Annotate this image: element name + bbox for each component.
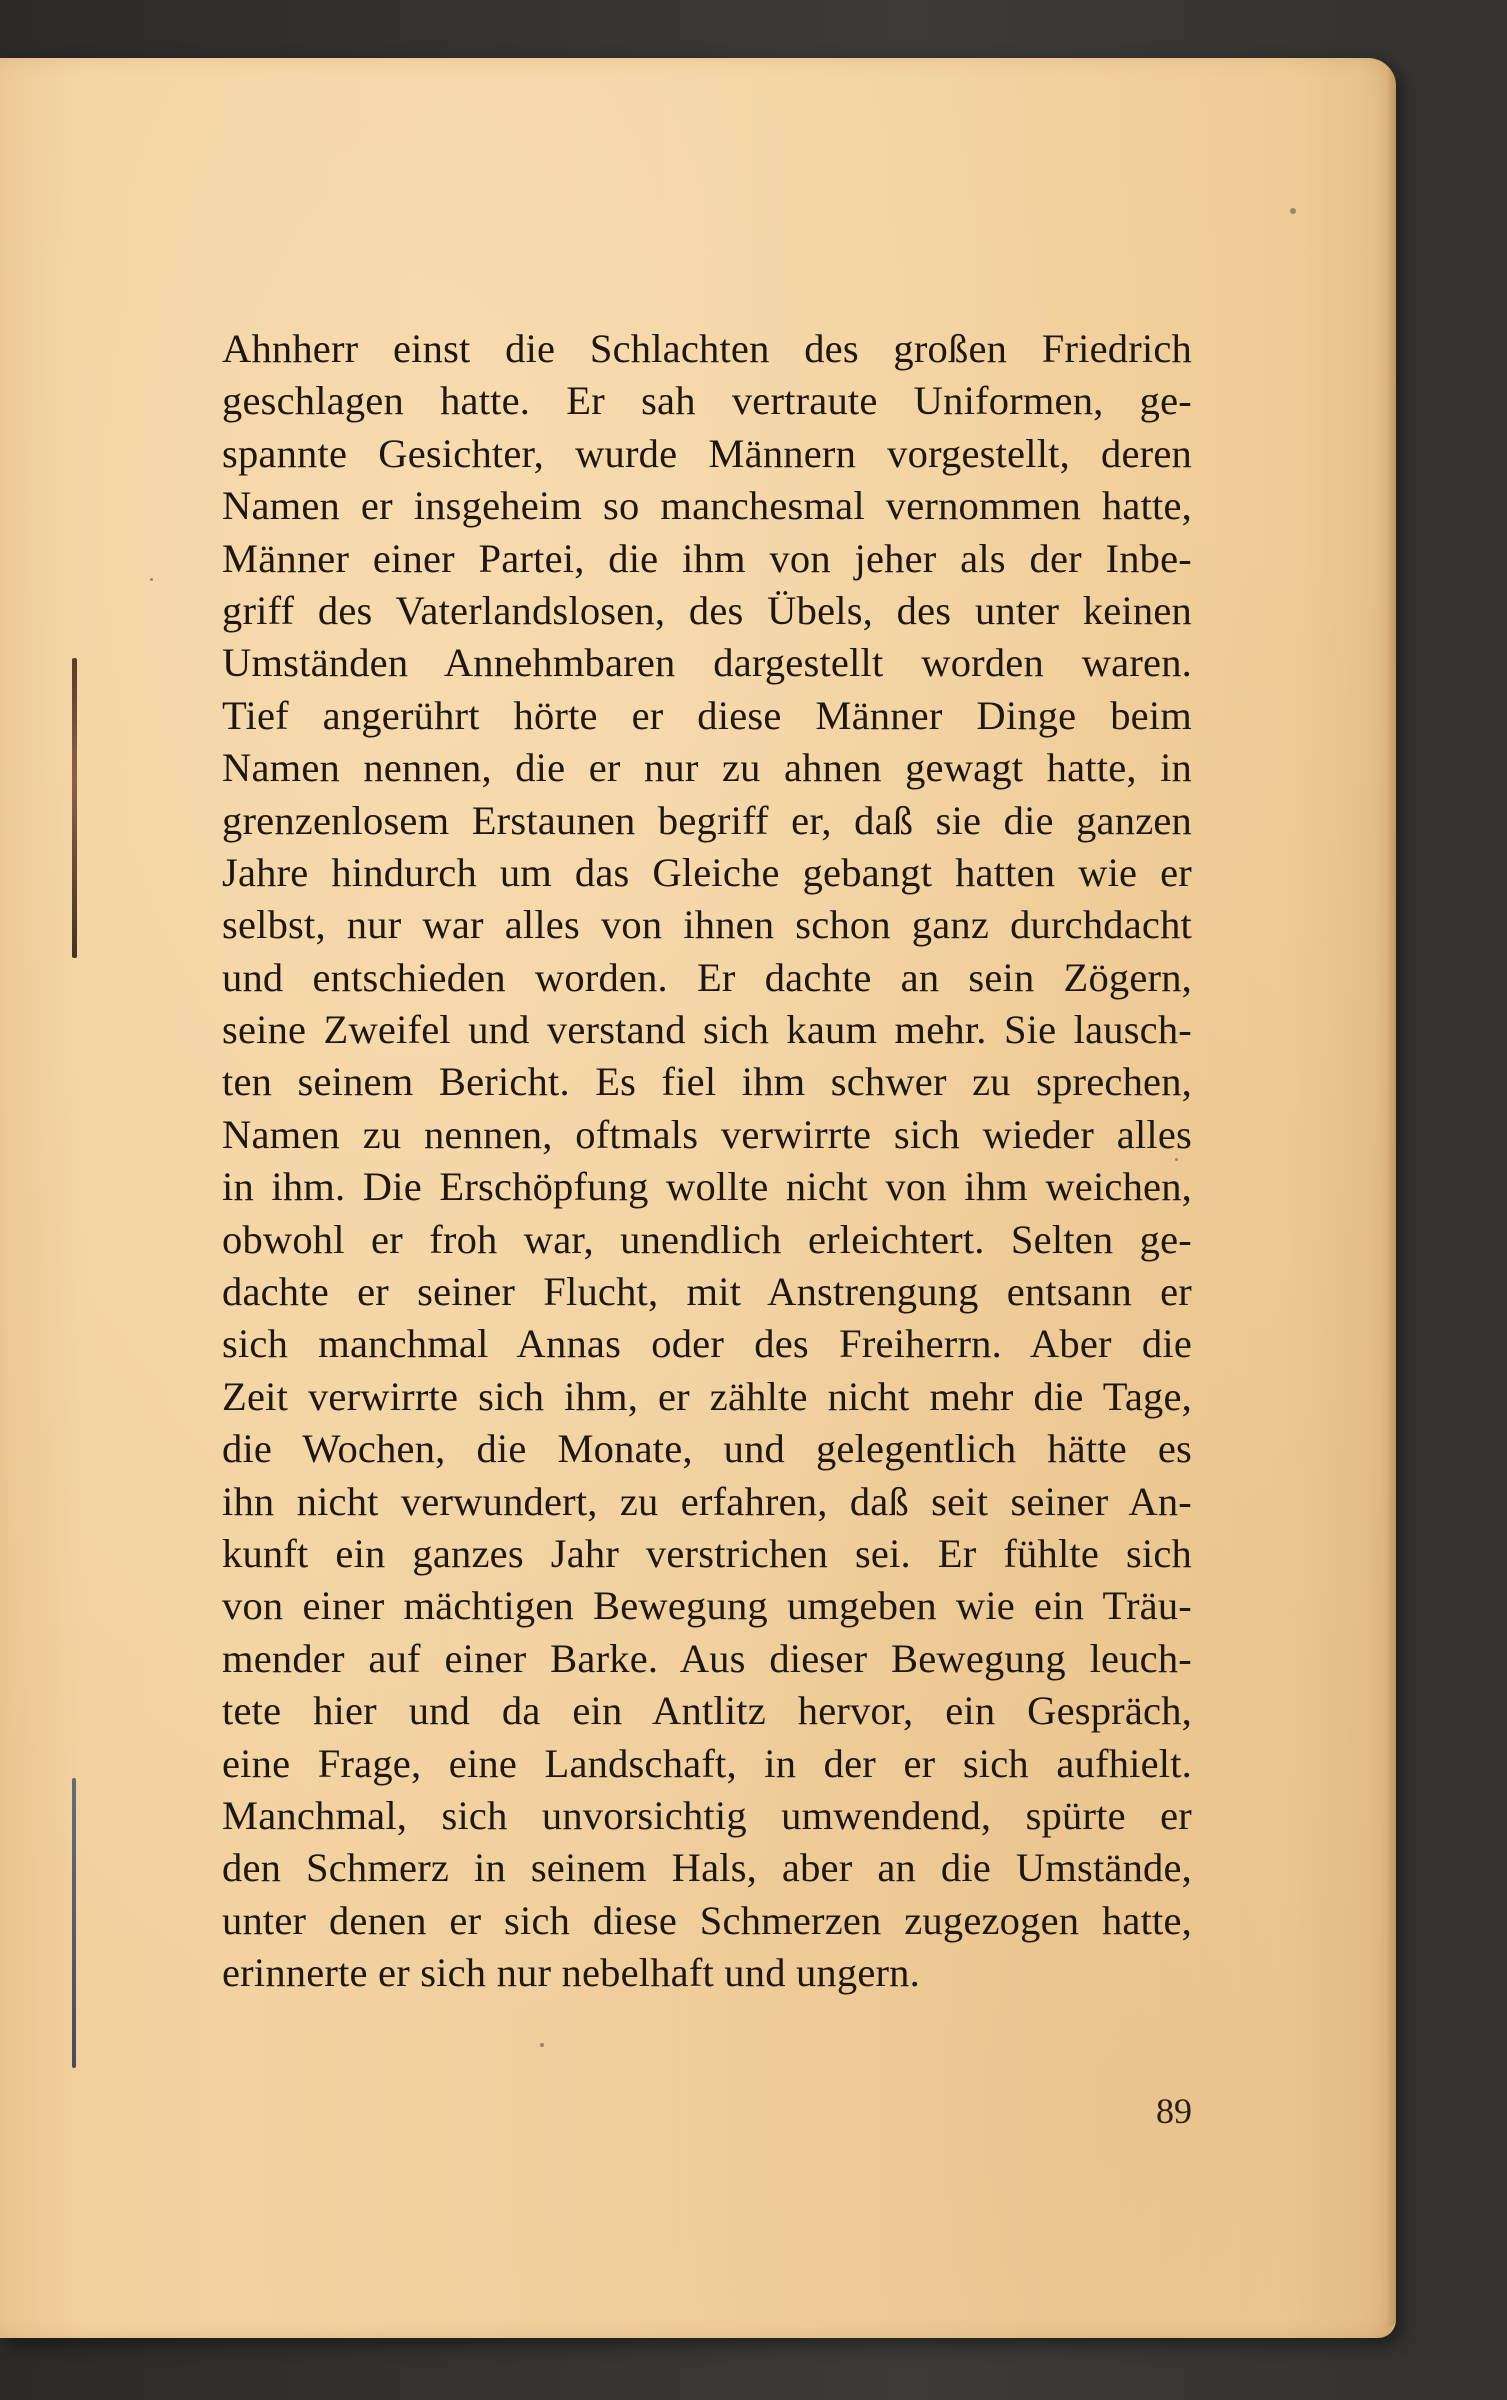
text-line: Umständen Annehmbaren dargestellt worden waren. [222, 640, 1192, 686]
text-line: Jahre hindurch um das Gleiche gebangt hatten wie er [222, 849, 1192, 895]
text-line: Zeit verwirrte sich ihm, er zählte nicht mehr die Tage, [222, 1373, 1192, 1419]
paper-speck [1290, 208, 1296, 214]
text-line: Ahnherr einst die Schlachten des großen Friedrich [222, 326, 1192, 371]
text-line: seine Zweifel und verstand sich kaum mehr. Sie lausch- [222, 1007, 1192, 1053]
body-text [222, 323, 1192, 2000]
text-line: obwohl er froh war, unendlich erleichtert. Selten ge- [222, 1216, 1192, 1262]
text-line: Namen zu nennen, oftmals verwirrte sich wieder alles [222, 1111, 1192, 1157]
paper-speck [150, 578, 153, 581]
text-line: die Wochen, die Monate, und gelegentlich hätte es [222, 1426, 1192, 1472]
book-page [0, 58, 1396, 2338]
text-line: Namen er insgeheim so manchesmal vernommen hatte, [222, 483, 1192, 529]
text-line: erinnerte er sich nur nebelhaft und ungern. [222, 1950, 920, 1996]
text-line: sich manchmal Annas oder des Freiherrn. Aber die [222, 1321, 1192, 1367]
text-line: spannte Gesichter, wurde Männern vorgestellt, deren [222, 430, 1192, 476]
text-line: eine Frage, eine Landschaft, in der er sich aufhielt. [222, 1740, 1192, 1786]
text-line: selbst, nur war alles von ihnen schon ganz durchdacht [222, 902, 1192, 948]
text-line: den Schmerz in seinem Hals, aber an die Umstände, [222, 1845, 1192, 1891]
binding-mark [72, 1778, 76, 2068]
text-line: Tief angerührt hörte er diese Männer Dinge beim [222, 692, 1192, 738]
text-line: von einer mächtigen Bewegung umgeben wie ein Träu- [222, 1583, 1192, 1629]
text-line: ten seinem Bericht. Es fiel ihm schwer zu sprechen, [222, 1059, 1192, 1105]
text-line: unter denen er sich diese Schmerzen zugezogen hatte, [222, 1897, 1192, 1943]
text-line: ihn nicht verwundert, zu erfahren, daß seit seiner An- [222, 1478, 1192, 1524]
text-line: mender auf einer Barke. Aus dieser Bewegung leuch- [222, 1635, 1192, 1681]
text-line: dachte er seiner Flucht, mit Anstrengung entsann er [222, 1269, 1192, 1315]
page-number: 89 [1156, 2091, 1192, 2131]
text-line: Männer einer Partei, die ihm von jeher als der Inbe- [222, 535, 1192, 581]
text-line: griff des Vaterlandslosen, des Übels, des unter keinen [222, 587, 1192, 633]
text-line: geschlagen hatte. Er sah vertraute Uniformen, ge- [222, 378, 1192, 424]
text-line: grenzenlosem Erstaunen begriff er, daß sie die ganzen [222, 797, 1192, 843]
text-line: und entschieden worden. Er dachte an sein Zögern, [222, 954, 1192, 1000]
text-line: tete hier und da ein Antlitz hervor, ein Gespräch, [222, 1688, 1192, 1734]
binding-mark [72, 658, 77, 958]
paper-speck [540, 2043, 544, 2047]
text-line: Manchmal, sich unvorsichtig umwendend, spürte er [222, 1792, 1192, 1838]
text-line: in ihm. Die Erschöpfung wollte nicht von ihm weichen, [222, 1164, 1192, 1210]
text-line: Namen nennen, die er nur zu ahnen gewagt hatte, in [222, 745, 1192, 791]
text-line: kunft ein ganzes Jahr verstrichen sei. Er fühlte sich [222, 1530, 1192, 1576]
page-edge [1386, 68, 1396, 2328]
